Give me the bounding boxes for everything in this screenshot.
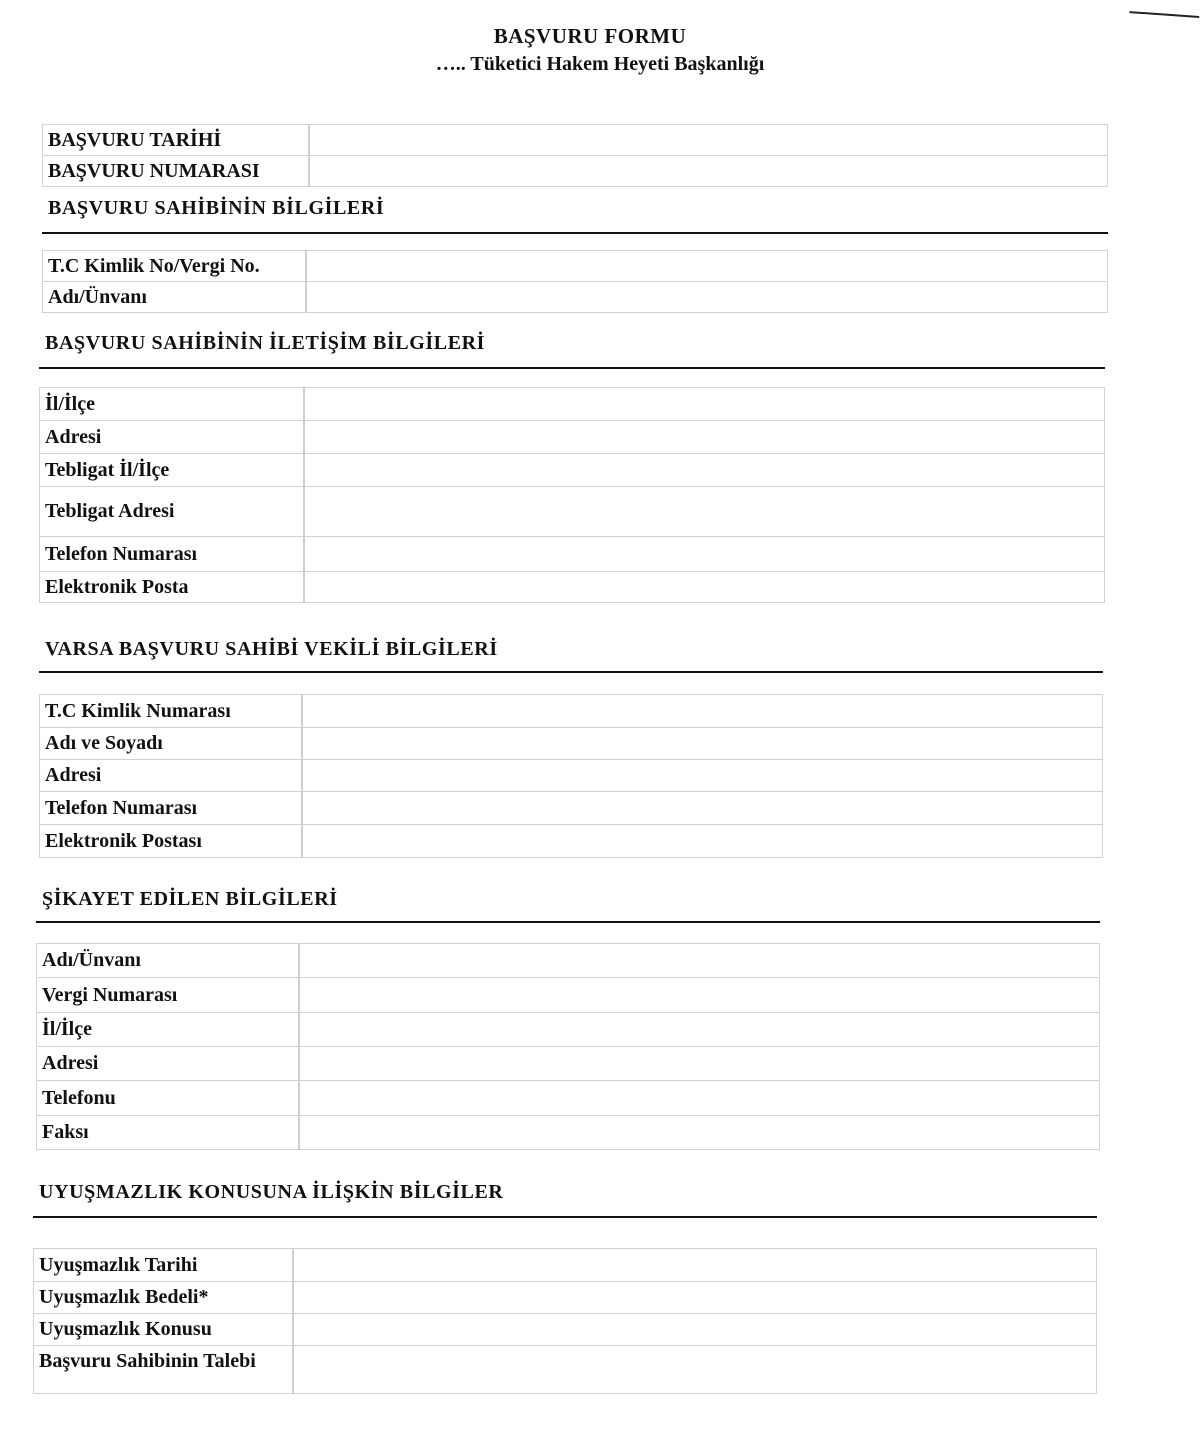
table-row xyxy=(40,388,1105,421)
field-label: Adresi xyxy=(37,1047,299,1081)
tc-vergi-no-field[interactable] xyxy=(306,251,1108,282)
email-field[interactable] xyxy=(304,572,1105,603)
table-row xyxy=(40,572,1105,603)
table-row xyxy=(34,1346,1097,1394)
section-heading: UYUŞMAZLIK KONUSUNA İLİŞKİN BİLGİLER xyxy=(39,1181,504,1203)
field-label: Adı ve Soyadı xyxy=(40,728,302,760)
attorney-section xyxy=(39,635,1103,858)
attorney-name-field[interactable] xyxy=(302,728,1103,760)
table-row xyxy=(37,978,1100,1013)
attorney-phone-field[interactable] xyxy=(302,792,1103,825)
field-label: Uyuşmazlık Tarihi xyxy=(34,1249,293,1282)
form-subtitle: ….. Tüketici Hakem Heyeti Başkanlığı xyxy=(435,53,765,75)
field-label: BAŞVURU NUMARASI xyxy=(43,156,309,187)
respondent-tax-number-field[interactable] xyxy=(299,978,1100,1013)
field-label: Telefonu xyxy=(37,1081,299,1116)
table-row xyxy=(40,537,1105,572)
dispute-subject-field[interactable] xyxy=(293,1314,1097,1346)
field-label: Adı/Ünvanı xyxy=(43,282,306,313)
form-title: BAŞVURU FORMU xyxy=(493,24,687,48)
table-row xyxy=(40,487,1105,537)
phone-field[interactable] xyxy=(304,537,1105,572)
table-row xyxy=(40,421,1105,454)
table-row xyxy=(43,251,1108,282)
respondent-table xyxy=(36,943,1100,1150)
field-label: Telefon Numarası xyxy=(40,792,302,825)
attorney-address-field[interactable] xyxy=(302,760,1103,792)
application-table xyxy=(42,124,1108,187)
table-row xyxy=(34,1249,1097,1282)
form-header xyxy=(0,24,1200,76)
section-heading: VARSA BAŞVURU SAHİBİ VEKİLİ BİLGİLERİ xyxy=(45,638,498,660)
application-date-field[interactable] xyxy=(309,125,1108,156)
section-heading: ŞİKAYET EDİLEN BİLGİLERİ xyxy=(42,888,338,910)
scan-edge-mark xyxy=(1129,1,1200,18)
name-title-field[interactable] xyxy=(306,282,1108,313)
table-row xyxy=(40,454,1105,487)
field-label: İl/İlçe xyxy=(37,1013,299,1047)
address-field[interactable] xyxy=(304,421,1105,454)
field-label: İl/İlçe xyxy=(40,388,304,421)
table-row xyxy=(37,1047,1100,1081)
table-row xyxy=(37,1081,1100,1116)
respondent-phone-field[interactable] xyxy=(299,1081,1100,1116)
table-row xyxy=(34,1314,1097,1346)
section-rule xyxy=(39,671,1103,673)
contact-section xyxy=(39,329,1105,603)
dispute-amount-field[interactable] xyxy=(293,1282,1097,1314)
applicant-section xyxy=(42,194,1108,313)
table-row xyxy=(40,728,1103,760)
applicant-table xyxy=(42,250,1108,313)
field-label: Uyuşmazlık Bedeli* xyxy=(34,1282,293,1314)
field-label: T.C Kimlik No/Vergi No. xyxy=(43,251,306,282)
application-number-field[interactable] xyxy=(309,156,1108,187)
field-label: Telefon Numarası xyxy=(40,537,304,572)
table-row xyxy=(40,695,1103,728)
field-label: BAŞVURU TARİHİ xyxy=(43,125,309,156)
field-label: T.C Kimlik Numarası xyxy=(40,695,302,728)
field-label: Elektronik Posta xyxy=(40,572,304,603)
field-label: Elektronik Postası xyxy=(40,825,302,858)
field-label: Adresi xyxy=(40,760,302,792)
table-row xyxy=(40,760,1103,792)
table-row xyxy=(37,1013,1100,1047)
field-label: Vergi Numarası xyxy=(37,978,299,1013)
table-row xyxy=(40,792,1103,825)
application-section xyxy=(42,124,1108,187)
field-label: Uyuşmazlık Konusu xyxy=(34,1314,293,1346)
notification-province-field[interactable] xyxy=(304,454,1105,487)
attorney-table xyxy=(39,694,1103,858)
province-district-field[interactable] xyxy=(304,388,1105,421)
attorney-email-field[interactable] xyxy=(302,825,1103,858)
table-row xyxy=(40,825,1103,858)
section-rule xyxy=(33,1216,1097,1218)
notification-address-field[interactable] xyxy=(304,487,1105,537)
table-row xyxy=(43,282,1108,313)
field-label: Adı/Ünvanı xyxy=(37,944,299,978)
contact-table xyxy=(39,387,1105,603)
respondent-section xyxy=(36,885,1100,1150)
respondent-name-field[interactable] xyxy=(299,944,1100,978)
table-row xyxy=(43,156,1108,187)
respondent-province-field[interactable] xyxy=(299,1013,1100,1047)
table-row xyxy=(34,1282,1097,1314)
respondent-fax-field[interactable] xyxy=(299,1116,1100,1150)
respondent-address-field[interactable] xyxy=(299,1047,1100,1081)
dispute-section xyxy=(33,1178,1097,1394)
section-rule xyxy=(36,921,1100,923)
table-row xyxy=(37,1116,1100,1150)
section-heading: BAŞVURU SAHİBİNİN BİLGİLERİ xyxy=(48,197,385,219)
field-label: Faksı xyxy=(37,1116,299,1150)
attorney-tc-field[interactable] xyxy=(302,695,1103,728)
section-heading: BAŞVURU SAHİBİNİN İLETİŞİM BİLGİLERİ xyxy=(45,332,486,354)
applicant-request-field[interactable] xyxy=(293,1346,1097,1394)
field-label: Tebligat İl/İlçe xyxy=(40,454,304,487)
field-label: Adresi xyxy=(40,421,304,454)
table-row xyxy=(43,125,1108,156)
section-rule xyxy=(42,232,1108,234)
table-row xyxy=(37,944,1100,978)
field-label: Tebligat Adresi xyxy=(40,487,304,537)
dispute-table xyxy=(33,1248,1097,1394)
field-label: Başvuru Sahibinin Talebi xyxy=(34,1346,293,1394)
dispute-date-field[interactable] xyxy=(293,1249,1097,1282)
section-rule xyxy=(39,367,1105,369)
